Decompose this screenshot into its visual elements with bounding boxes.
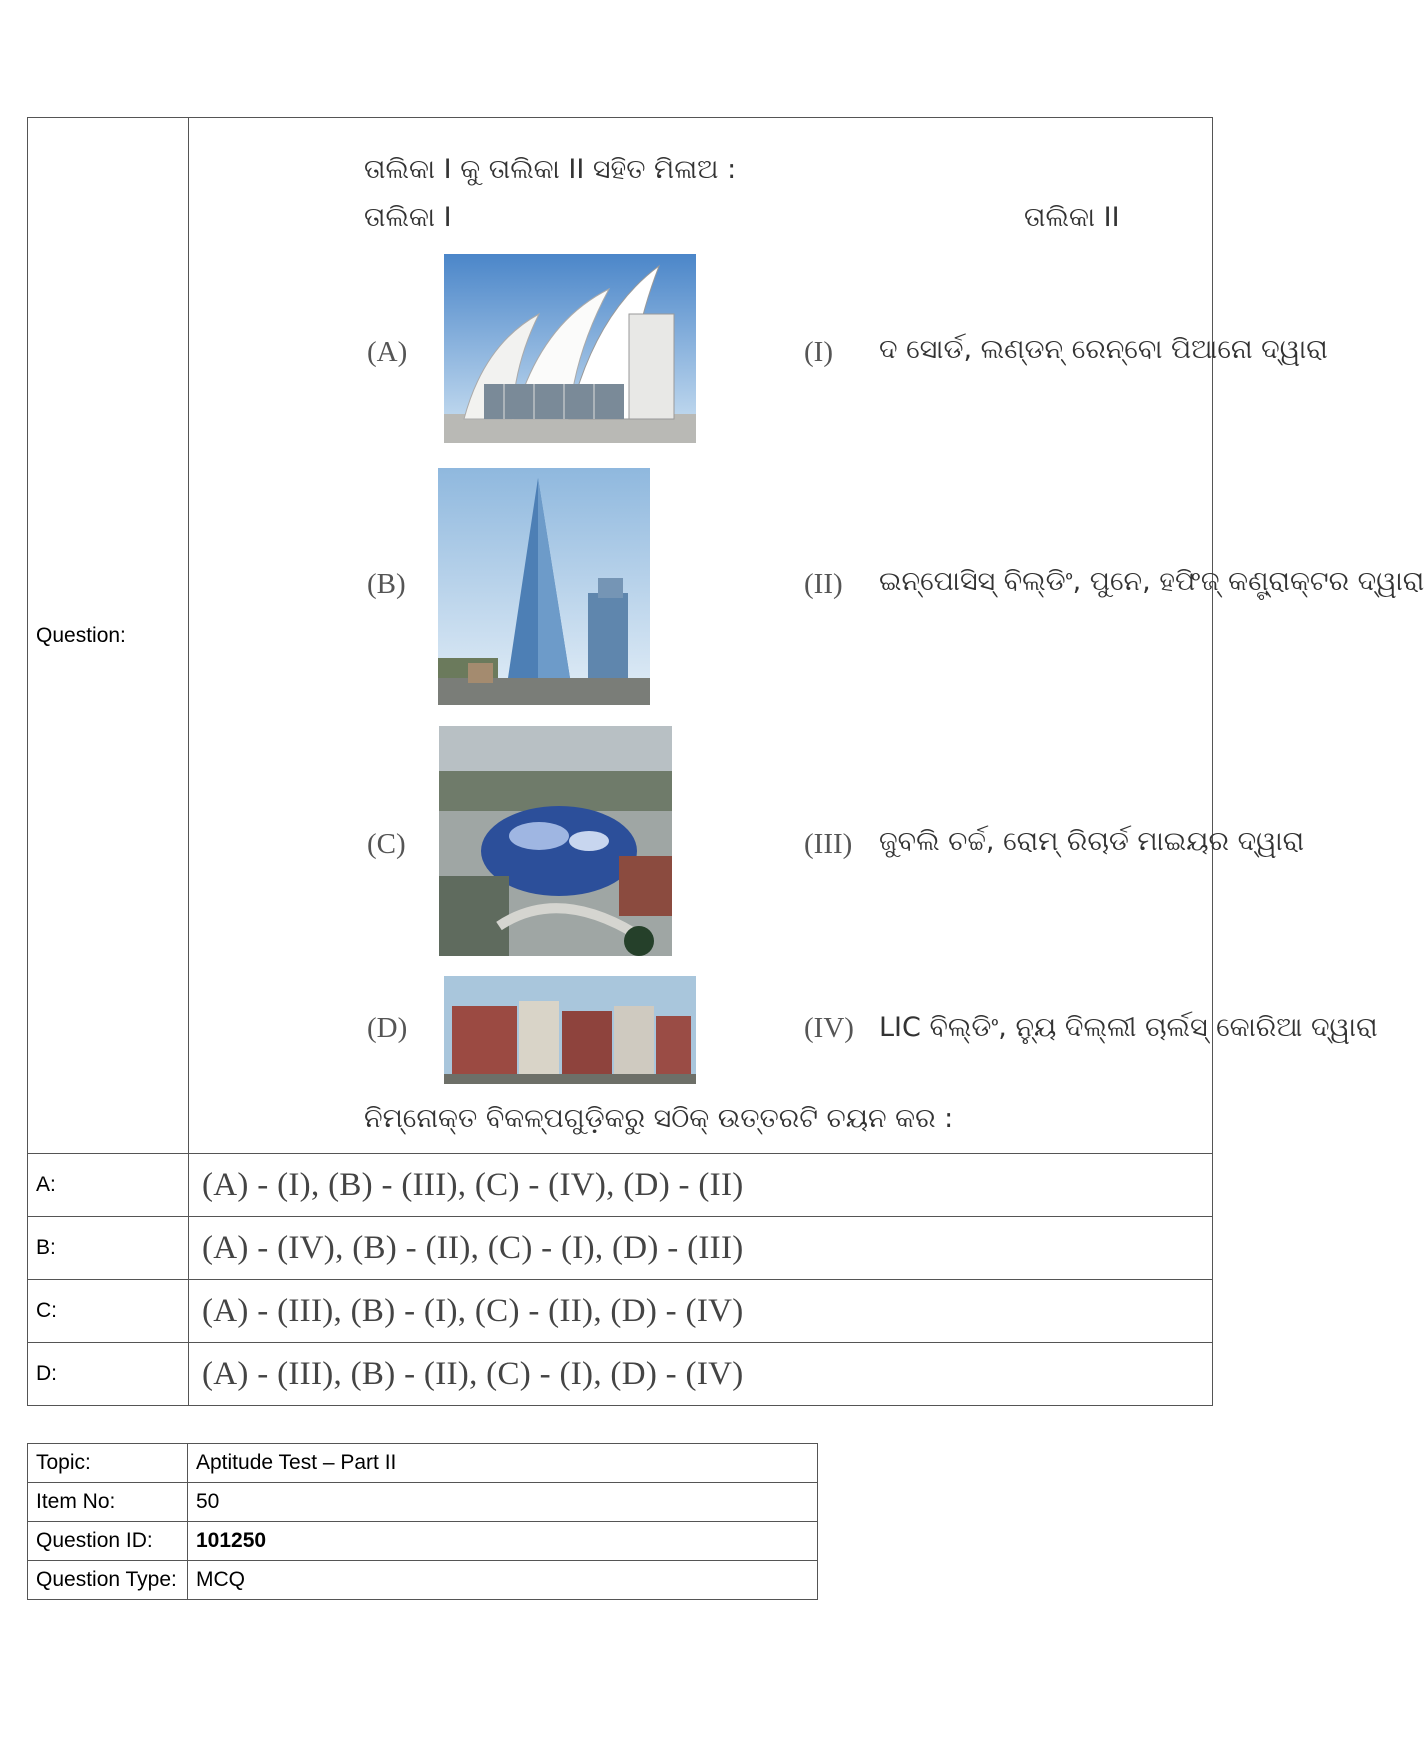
topic-value: Aptitude Test – Part II: [188, 1444, 818, 1483]
list2-desc-iv: LIC ବିଲ୍ଡିଂ, ନ୍ୟୁ ଦିଲ୍ଲୀ ଚାର୍ଲସ୍ କୋରିଆ ଦ୍ୱାରା: [879, 1012, 1378, 1043]
list2-desc-iii: ଜୁବଲି ଚର୍ଚ୍ଚ, ରୋମ୍ ରିଚାର୍ଡ ମାଇୟର ଦ୍ୱାରା: [879, 826, 1305, 857]
question-prompt: ନିମ୍ନୋକ୍ତ ବିକଳ୍ପଗୁଡ଼ିକରୁ ସଠିକ୍ ଉତ୍ତରଟି ଚୟନ କର :: [364, 1103, 954, 1134]
question-id-label: Question ID:: [28, 1522, 188, 1561]
list2-key-ii: (II): [804, 568, 843, 600]
list2-desc-ii: ଇନ୍‌ପୋସିସ୍ ବିଲ୍ଡିଂ, ପୁନେ, ହଫିଜ୍ କଣ୍ଟ୍ରାକ୍ଟର ଦ୍ୱାରା: [879, 566, 1424, 597]
question-table: [27, 117, 1424, 1406]
list1-key-d: (D): [367, 1012, 408, 1044]
option-d-text[interactable]: (A) - (III), (B) - (II), (C) - (I), (D) - (IV): [189, 1343, 1213, 1406]
question-type-label: Question Type:: [28, 1561, 188, 1600]
option-a-text[interactable]: (A) - (I), (B) - (III), (C) - (IV), (D) - (II): [189, 1154, 1213, 1217]
list1-header: ତାଲିକା I: [364, 202, 452, 233]
list2-desc-i: ଦ ସୋର୍ଡ, ଲଣ୍ଡନ୍ ରେନ୍‌ବୋ ପିଆନୋ ଦ୍ୱାରା: [879, 334, 1328, 365]
question-instruction: ତାଲିକା I କୁ ତାଲିକା II ସହିତ ମିଳାଅ :: [364, 154, 737, 185]
option-c-text[interactable]: (A) - (III), (B) - (I), (C) - (II), (D) - (IV): [189, 1280, 1213, 1343]
list2-key-iv: (IV): [804, 1012, 854, 1044]
topic-label: Topic:: [28, 1444, 188, 1483]
lic-building-photo: [444, 976, 696, 1084]
list2-key-iii: (III): [804, 828, 853, 860]
question-label: Question:: [28, 118, 189, 1154]
option-c-row[interactable]: [28, 1280, 1213, 1343]
question-info-table: [27, 1443, 818, 1600]
question-body: [189, 118, 1424, 1154]
list2-header: ତାଲିକା II: [1024, 202, 1120, 233]
question-type-value: MCQ: [188, 1561, 818, 1600]
question-id-value: 101250: [188, 1522, 818, 1561]
jubilee-church-photo: [444, 254, 696, 443]
option-d-label: D:: [28, 1343, 189, 1406]
list1-key-a: (A): [367, 336, 408, 368]
item-no-label: Item No:: [28, 1483, 188, 1522]
option-b-text[interactable]: (A) - (IV), (B) - (II), (C) - (I), (D) - (III): [189, 1217, 1213, 1280]
option-a-label: A:: [28, 1154, 189, 1217]
item-no-value: 50: [188, 1483, 818, 1522]
option-c-label: C:: [28, 1280, 189, 1343]
infosys-building-photo: [439, 726, 672, 956]
option-b-row[interactable]: [28, 1217, 1213, 1280]
the-shard-photo: [438, 468, 650, 705]
list2-key-i: (I): [804, 336, 833, 368]
list1-key-c: (C): [367, 828, 406, 860]
option-d-row[interactable]: [28, 1343, 1213, 1406]
option-a-row[interactable]: [28, 1154, 1213, 1217]
option-b-label: B:: [28, 1217, 189, 1280]
list1-key-b: (B): [367, 568, 406, 600]
